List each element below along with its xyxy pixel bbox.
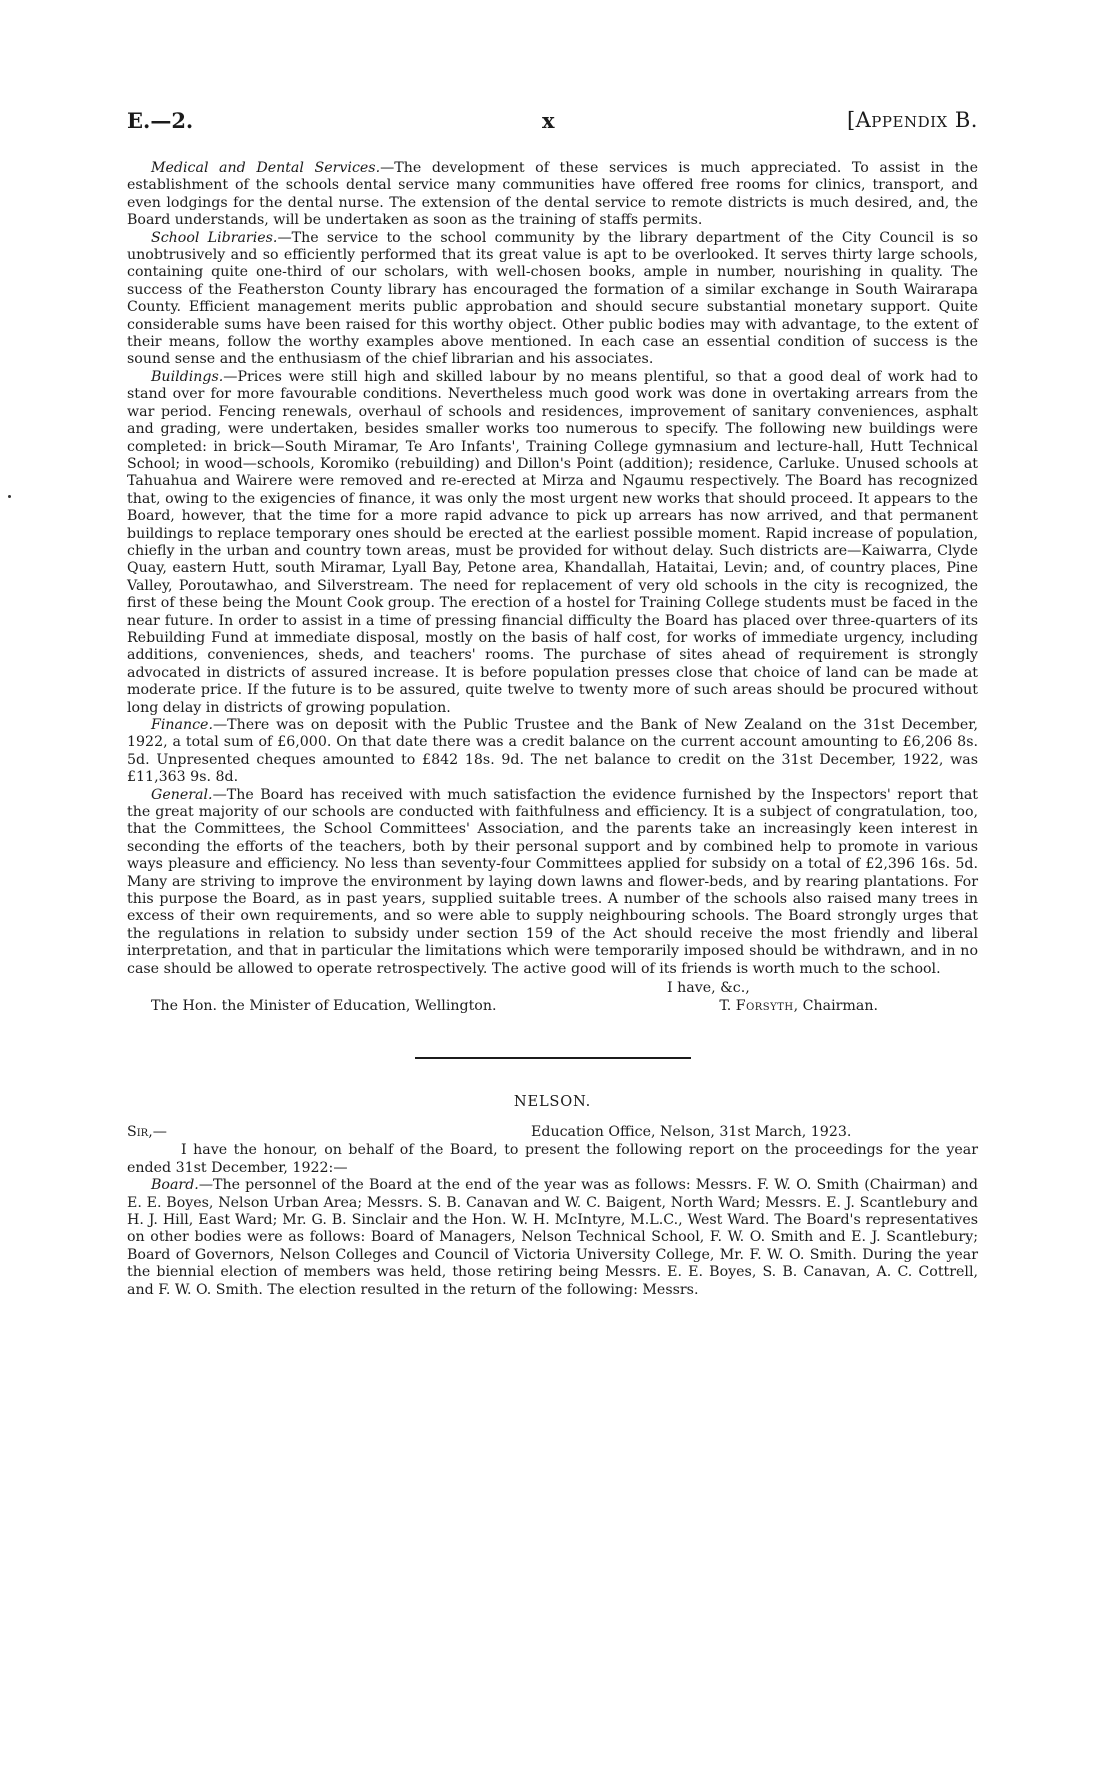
report-body [127, 160, 978, 1299]
paragraph-heading: General. [151, 786, 213, 803]
closing-signature-row [127, 998, 978, 1015]
section-divider [415, 1057, 691, 1059]
paragraph-board [127, 1177, 978, 1299]
paragraph-text: —The service to the school community by the library department of the City Council is so unobtrusively and so efficiently performed that its great value is apt to be overlooked. It serves thirty large schools, containing quite one-third of our scholars, with well-chosen books, ample in number, nourishing in quality. The success of the Featherston County library has encouraged the formation of a similar exchange in South Wairarapa County. Efficient management merits public approbation and should secure substantial monetary support. Quite considerable sums have been raised for this worthy object. Other public bodies may with advantage, to the extent of their means, follow the worthy examples above mentioned. In each case an essential condition of success is the sound sense and the enthusiasm of the chief librarian and his associates. [127, 229, 978, 368]
paragraph-general [127, 787, 978, 978]
signatory-initial: T. [719, 997, 736, 1014]
paragraph-text: —The Board has received with much satisfaction the evidence furnished by the Inspectors' report that the great majority of our schools are conducted with faithfulness and efficiency. It is a subject of congratulation, too, that the Committees, the School Committees' Association, and the parents take an increasingly keen interest in seconding the efforts of the teachers, both by their personal support and by combined help to promote in various ways pleasure and efficiency. No less than seventy-four Committees applied for subsidy on a total of £2,396 16s. 5d. Many are striving to improve the environment by laying down lawns and flower-beds, and by rearing plantations. For this purpose the Board, as in past years, supplied suitable trees. A number of the schools also raised many trees in excess of their own requirements, and so were able to supply neighbouring schools. The Board strongly urges that the regulations in relation to subsidy under section 159 of the Act should receive the most friendly and liberal interpretation, and that in particular the limitations which were temporarily imposed should be withdrawn, and in no case should be allowed to operate retrospectively. The active good will of its friends is worth much to the school. [127, 786, 978, 977]
header-page-number: x [542, 108, 555, 133]
signatory-title: , Chairman. [793, 997, 878, 1014]
paragraph-heading: Buildings. [151, 368, 224, 385]
section-title-nelson: NELSON. [513, 1092, 592, 1110]
header-document-code: E.—2. [127, 108, 194, 133]
office-dateline: Education Office, Nelson, 31st March, 1923. [531, 1124, 852, 1141]
running-header [127, 108, 978, 142]
closing-formula: I have, &c., [667, 980, 750, 997]
paragraph-text: —The personnel of the Board at the end of the year was as follows: Messrs. F. W. O. Smith (Chairman) and E. E. Boyes, Nelson Urban Area; Messrs. S. B. Canavan and W. C. Baigent, North Ward; Messrs. E. J. Scantlebury and H. J. Hill, East Ward; Mr. G. B. Sinclair and the Hon. W. H. McIntyre, M.L.C., West Ward. The Board's representatives on other bodies were as follows: Board of Managers, Nelson Technical School, F. W. O. Smith and E. J. Scantlebury; Board of Governors, Nelson Colleges and Council of Victoria University College, Mr. F. W. O. Smith. During the year the biennial election of members was held, those retiring being Messrs. E. E. Boyes, S. B. Canavan, A. C. Cottrell, and F. W. O. Smith. The election resulted in the return of the following: Messrs. [127, 1177, 978, 1298]
signatory-name: Forsyth [735, 997, 794, 1014]
paragraph-text: —There was on deposit with the Public Trustee and the Bank of New Zealand on the 31st December, 1922, a total sum of £6,000. On that date there was a credit balance on the current account amounting to £6,206 8s. 5d. Unpresented cheques amounted to £842 18s. 9d. The net balance to credit on the 31st December, 1922, was £11,363 9s. 8d. [127, 717, 978, 786]
paragraph-intro: I have the honour, on behalf of the Board, to present the following report on the proceedings for the year ended 31st December, 1922:— [127, 1142, 978, 1176]
salutation-row [127, 1124, 978, 1142]
addressee: The Hon. the Minister of Education, Wellington. [151, 997, 497, 1014]
paragraph-text: —The development of these services is much appreciated. To assist in the establishment of the schools dental service many communities have offered free rooms for clinics, transport, and even lodgings for the dental nurse. The extension of the dental service to remote districts is much desired, and, the Board understands, will be undertaken as soon as the training of staffs permits. [127, 160, 978, 229]
paragraph-text: —Prices were still high and skilled labour by no means plentiful, so that a good deal of work had to stand over for more favourable conditions. Nevertheless much good work was done in overtaking arrears from the war period. Fencing renewals, overhaul of schools and residences, improvement of sanitary conveniences, asphalt and grading, were undertaken, besides smaller works too numerous to specify. The following new buildings were completed: in brick—South Miramar, Te Aro Infants', Training College gymnasium and lecture-hall, Hutt Technical School; in wood—schools, Koromiko (rebuilding) and Dillon's Point (addition); residence, Carluke. Unused schools at Tahuahua and Wairere were removed and re-erected at Mirza and Ngaumu respectively. The Board has recognized that, owing to the exigencies of finance, it was only the most urgent new works that should proceed. It appears to the Board, however, that the time for a more rapid advance to pick up arrears has now arrived, and that permanent buildings to replace temporary ones should be erected at the earliest possible moment. Rapid increase of population, chiefly in the urban and country town areas, must be provided for without delay. Such districts are—Kaiwarra, Clyde Quay, eastern Hutt, south Miramar, Lyall Bay, Petone area, Khandallah, Hataitai, Levin; and, of country places, Pine Valley, Poroutawhao, and Silverstream. The need for replacement of very old schools in the city is recognized, the first of these being the Mount Cook group. The erection of a hostel for Training College students must be faced in the near future. In order to assist in a time of pressing financial difficulty the Board has placed over three-quarters of its Rebuilding Fund at immediate disposal, mostly on the basis of half cost, for works of immediate urgency, including additions, conveniences, sheds, and teachers' rooms. The purchase of sites ahead of requirement is strongly advocated in districts of assured increase. It is before population presses close that choice of land can be made at moderate price. If the future is to be assured, quite twelve to twenty more of such areas should be procured without long delay in districts of growing population. [127, 368, 978, 716]
paragraph-heading: Finance. [151, 717, 213, 733]
header-appendix: [Appendix B. [846, 108, 978, 132]
paragraph-heading: Medical and Dental Services. [151, 160, 381, 176]
margin-mark [8, 495, 11, 498]
paragraph-finance [127, 717, 978, 787]
paragraph-heading: School Libraries. [151, 229, 278, 246]
paragraph-heading: Board. [151, 1177, 199, 1194]
paragraph-medical-dental [127, 160, 978, 230]
salutation: Sir,— [127, 1124, 167, 1141]
paragraph-school-libraries [127, 230, 978, 369]
paragraph-buildings [127, 369, 978, 717]
signatory [719, 998, 878, 1015]
